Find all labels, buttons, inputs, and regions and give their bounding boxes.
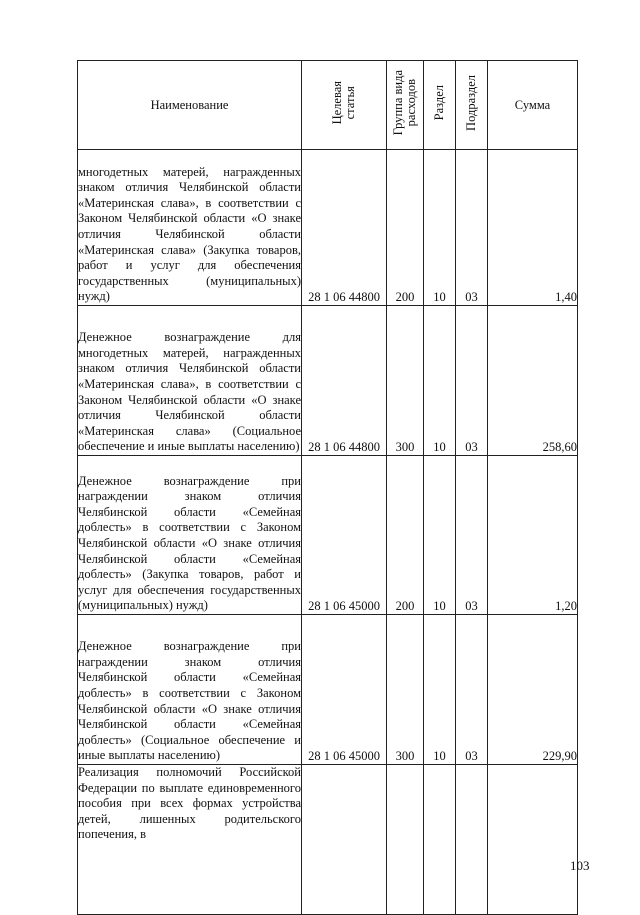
- row-name: Денежное вознаграждение при награждении знаком отличия Челябинской области «Семейная доблесть» в соответствии с Законом Челябинской области «О знаке отличия Челябинской области «Семейная доблесть» (Закупка товаров, работ и услуг для обеспечения государственных (муниципальных) нужд): [78, 456, 302, 615]
- col-header-group: Группа вида расходов: [387, 61, 424, 150]
- row-name: многодетных матерей, награжденных знаком отличия Челябинской области «Материнская слава», в соответствии с Законом Челябинской области «О знаке отличия Челябинской области «Материнская слава» (Закупка товаров, работ и услуг для обеспечения государственных (муниципальных) нужд): [78, 150, 302, 306]
- row-target: 28 1 06 45000: [302, 615, 387, 765]
- row-group: [387, 765, 424, 915]
- col-header-name: Наименование: [78, 61, 302, 150]
- row-subsection: [456, 765, 488, 915]
- row-target: 28 1 06 45000: [302, 456, 387, 615]
- row-section: 10: [424, 456, 456, 615]
- row-sum: 1,20: [488, 456, 578, 615]
- row-subsection: 03: [456, 615, 488, 765]
- row-name: Реализация полномочий Российской Федерации по выплате единовременного пособия при всех формах устройства детей, лишенных родительского попечения, в: [78, 765, 302, 915]
- row-subsection: 03: [456, 306, 488, 456]
- budget-table: [77, 60, 578, 915]
- row-section: 10: [424, 306, 456, 456]
- table-row: [78, 765, 578, 915]
- row-group: 200: [387, 456, 424, 615]
- table-row: [78, 615, 578, 765]
- row-subsection: 03: [456, 456, 488, 615]
- col-header-section: Раздел: [424, 61, 456, 150]
- row-section: [424, 765, 456, 915]
- col-header-target: Целевая статья: [302, 61, 387, 150]
- table-row: [78, 306, 578, 456]
- row-sum: 258,60: [488, 306, 578, 456]
- row-section: 10: [424, 615, 456, 765]
- row-name: Денежное вознаграждение при награждении знаком отличия Челябинской области «Семейная доблесть» в соответствии с Законом Челябинской области «О знаке отличия Челябинской области «Семейная доблесть» (Социальное обеспечение и иные выплаты населению): [78, 615, 302, 765]
- col-header-subsection: Подраздел: [456, 61, 488, 150]
- row-sum: 229,90: [488, 615, 578, 765]
- row-group: 200: [387, 150, 424, 306]
- row-section: 10: [424, 150, 456, 306]
- row-sum: [488, 765, 578, 915]
- row-name: Денежное вознаграждение для многодетных матерей, награжденных знаком отличия Челябинской области «Материнская слава», в соответствии с Законом Челябинской области «О знаке отличия Челябинской области «Материнская слава» (Социальное обеспечение и иные выплаты населению): [78, 306, 302, 456]
- row-target: 28 1 06 44800: [302, 306, 387, 456]
- row-subsection: 03: [456, 150, 488, 306]
- row-target: [302, 765, 387, 915]
- page-number: 103: [570, 858, 590, 873]
- table-row: [78, 456, 578, 615]
- row-sum: 1,40: [488, 150, 578, 306]
- table-row: [78, 150, 578, 306]
- row-target: 28 1 06 44800: [302, 150, 387, 306]
- table-header-row: [78, 61, 578, 150]
- col-header-sum: Сумма: [488, 61, 578, 150]
- row-group: 300: [387, 306, 424, 456]
- row-group: 300: [387, 615, 424, 765]
